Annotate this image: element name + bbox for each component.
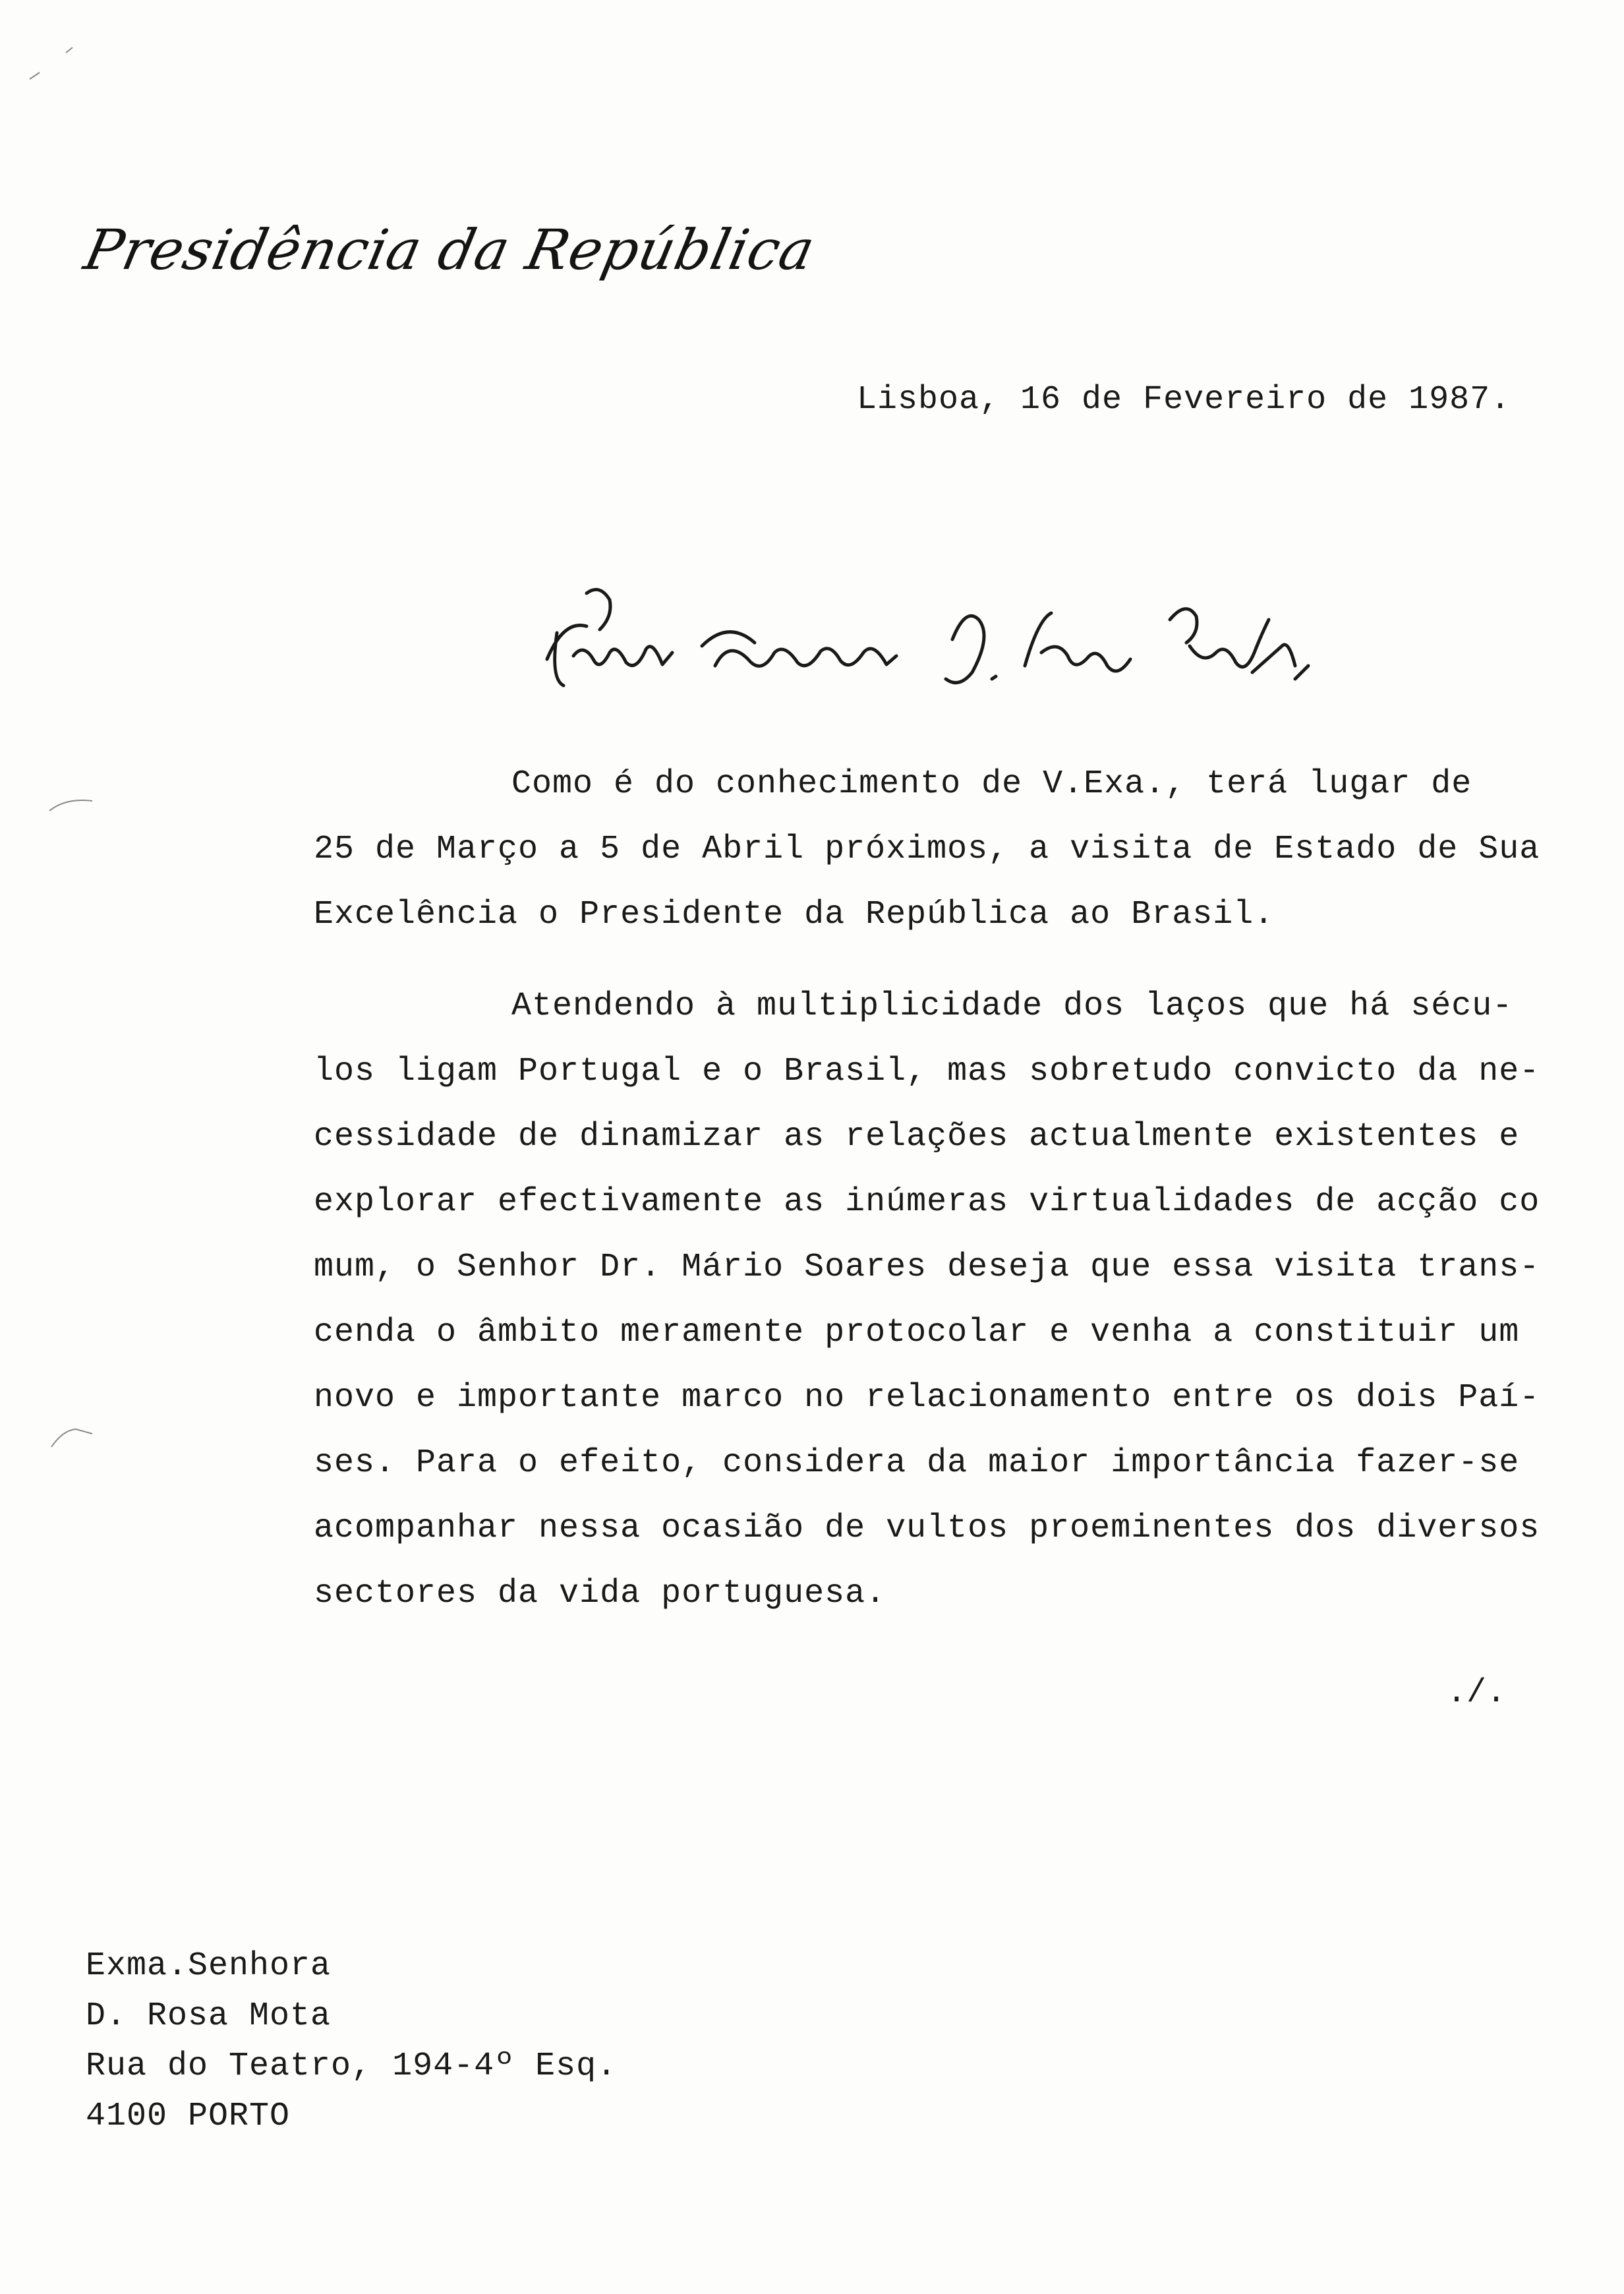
paragraph-line: Atendendo à multiplicidade dos laços que há sécu- <box>511 987 1513 1025</box>
paragraph-line: ses. Para o efeito, considera da maior importância fazer-se <box>314 1444 1520 1482</box>
paragraph-line: explorar efectivamente as inúmeras virtualidades de acção co <box>314 1183 1540 1221</box>
address-line: Exma.Senhora <box>86 1947 332 1985</box>
date-line: Lisboa, 16 de Fevereiro de 1987. <box>857 381 1511 419</box>
letter-body <box>314 751 1540 1626</box>
address-line: Rua do Teatro, 194-4º Esq. <box>86 2047 618 2085</box>
paragraph-line: sectores da vida portuguesa. <box>314 1575 886 1612</box>
margin-mark-left-2 <box>46 1417 99 1457</box>
address-line: D. Rosa Mota <box>86 1997 332 2035</box>
paragraph-2 <box>314 974 1540 1626</box>
paragraph-line: cessidade de dinamizar as relações actualmente existentes e <box>314 1118 1520 1156</box>
paragraph-line: Como é do conhecimento de V.Exa., terá lugar de <box>511 765 1472 803</box>
margin-mark-top <box>26 40 79 86</box>
paragraph-line: Excelência o Presidente da República ao Brasil. <box>314 896 1275 933</box>
paragraph-line: 25 de Março a 5 de Abril próximos, a visita de Estado de Sua <box>314 831 1540 868</box>
paragraph-line: mum, o Senhor Dr. Mário Soares deseja que essa visita trans- <box>314 1249 1540 1286</box>
letterhead-script: Presidência da República <box>78 218 821 282</box>
paragraph-line: novo e importante marco no relacionamento entre os dois Paí- <box>314 1379 1540 1417</box>
paragraph-line: cenda o âmbito meramente protocolar e venha a constituir um <box>314 1314 1520 1351</box>
margin-mark-left-1 <box>46 791 99 817</box>
paragraph-line: los ligam Portugal e o Brasil, mas sobretudo convicto da ne- <box>314 1053 1540 1090</box>
address-line: 4100 PORTO <box>86 2098 291 2135</box>
paragraph-1 <box>314 751 1540 947</box>
recipient-address <box>86 1941 617 2142</box>
handwritten-salutation <box>537 580 1328 712</box>
continuation-mark: ./. <box>1447 1674 1507 1712</box>
paragraph-line: acompanhar nessa ocasião de vultos proeminentes dos diversos <box>314 1510 1540 1547</box>
